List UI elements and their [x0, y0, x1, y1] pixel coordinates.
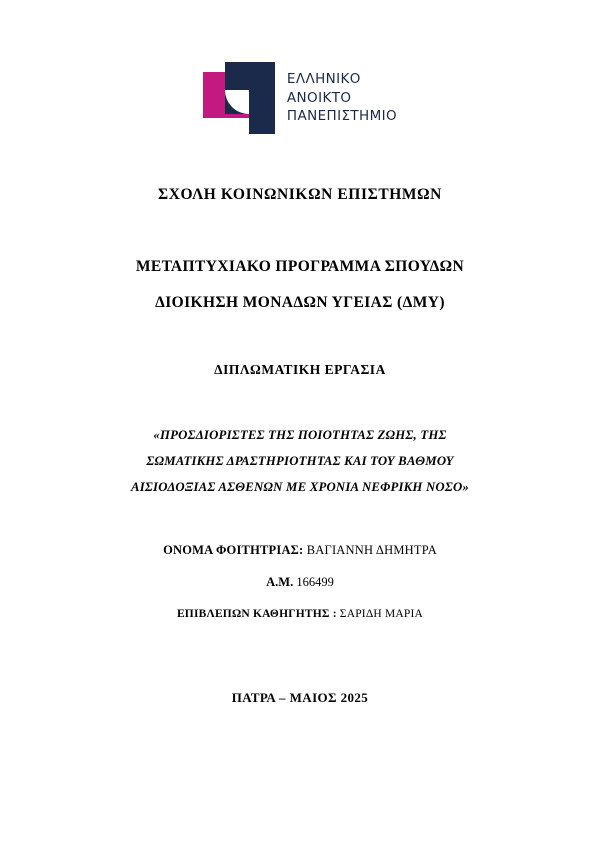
thesis-title-line-3: ΑΙΣΙΟΔΟΞΙΑΣ ΑΣΘΕΝΩΝ ΜΕ ΧΡΟΝΙΑ ΝΕΦΡΙΚΗ ΝΟΣΟ» — [131, 480, 469, 495]
student-id-label: Α.Μ. — [266, 574, 294, 589]
thesis-title-line-1: «ΠΡΟΣΔΙΟΡΙΣΤΕΣ ΤΗΣ ΠΟΙΟΤΗΤΑΣ ΖΩΗΣ, ΤΗΣ — [153, 428, 447, 442]
program-title-line-2: ΔΙΟΙΚΗΣΗ ΜΟΝΑΔΩΝ ΥΓΕΙΑΣ (ΔΜΥ) — [155, 294, 445, 311]
student-id-row — [60, 575, 540, 590]
student-name: ΒΑΓΙΑΝΝΗ ΔΗΜΗΤΡΑ — [306, 542, 437, 557]
supervisor-label: ΕΠΙΒΛΕΠΩΝ ΚΑΘΗΓΗΤΗΣ : — [176, 607, 337, 620]
thesis-title — [60, 422, 540, 501]
place-and-date: ΠΑΤΡΑ – ΜΑΙΟΣ 2025 — [231, 689, 369, 705]
logo-text-line-1: ΕΛΛΗΝΙΚΟ — [286, 71, 361, 88]
thesis-type-label: ΔΙΠΛΩΜΑΤΙΚΗ ΕΡΓΑΣΙΑ — [214, 362, 386, 377]
logo-text-line-3: ΠΑΝΕΠΙΣΤΗΜΙΟ — [286, 108, 398, 125]
student-row — [60, 543, 540, 558]
program-title-line-1: ΜΕΤΑΠΤΥΧΙΑΚΟ ΠΡΟΓΡΑΜΜΑ ΣΠΟΥΔΩΝ — [135, 258, 465, 275]
university-logo-text — [287, 70, 397, 126]
thesis-title-line-2: ΣΩΜΑΤΙΚΗΣ ΔΡΑΣΤΗΡΙΟΤΗΤΑΣ ΚΑΙ ΤΟΥ ΒΑΘΜΟΥ — [146, 454, 454, 469]
school-name: ΣΧΟΛΗ ΚΟΙΝΩΝΙΚΩΝ ΕΠΙΣΤΗΜΩΝ — [158, 186, 442, 203]
logo-text-line-2: ΑΝΟΙΚΤΟ — [286, 89, 352, 106]
logo-dark-foot — [249, 114, 275, 134]
supervisor-row — [60, 608, 540, 620]
university-logo-mark-icon — [203, 62, 275, 134]
student-id-value: 166499 — [296, 574, 334, 589]
university-logo — [203, 62, 397, 134]
student-label: ΟΝΟΜΑ ΦΟΙΤΗΤΡΙΑΣ: — [163, 542, 304, 557]
supervisor-name: ΣΑΡΙΔΗ ΜΑΡΙΑ — [339, 607, 424, 620]
